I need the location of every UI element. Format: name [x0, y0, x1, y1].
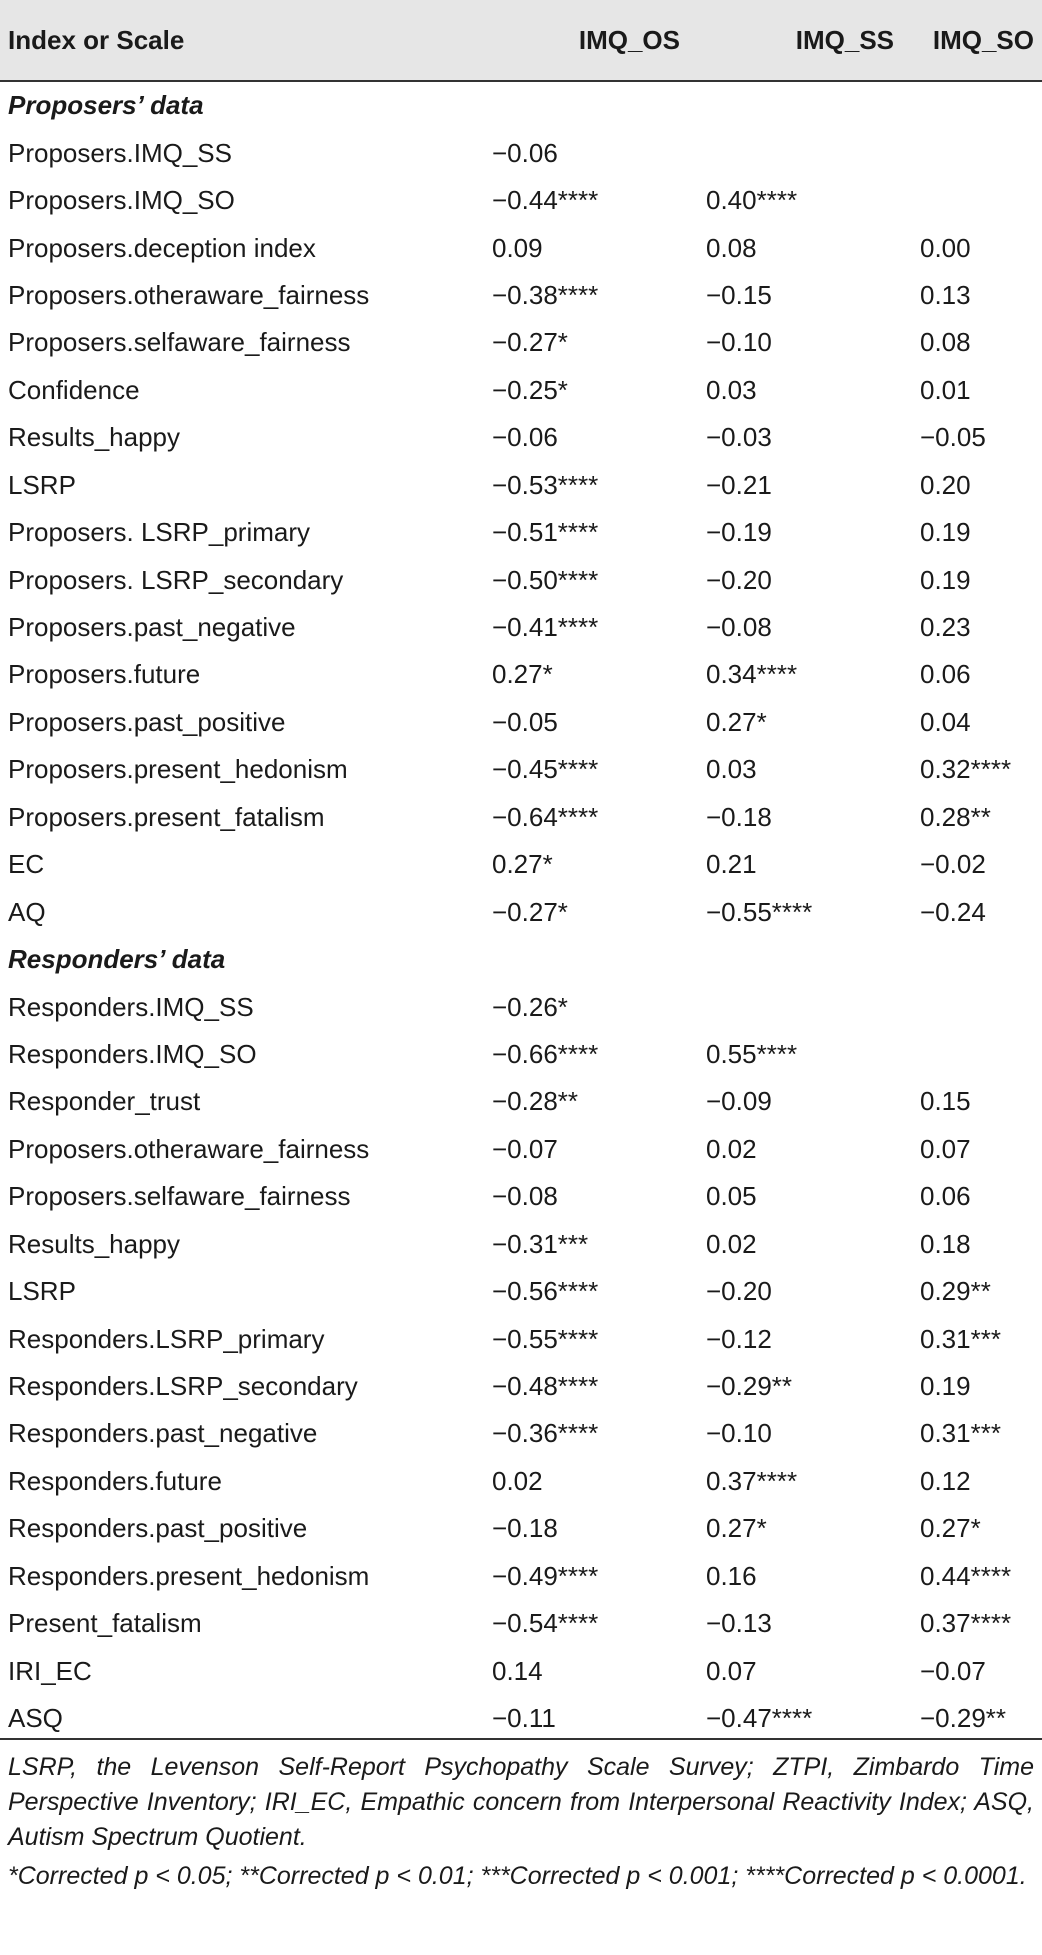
cell-imq-ss: 0.02	[706, 1228, 757, 1259]
cell-imq-ss: 0.37****	[706, 1465, 798, 1496]
row-label: Responder_trust	[8, 1086, 201, 1117]
row-label: Confidence	[8, 374, 140, 405]
cell-imq-ss: −0.10	[706, 327, 772, 358]
section-row	[0, 936, 1042, 983]
cell-imq-os: −0.44****	[492, 185, 599, 216]
cell-imq-ss: −0.55****	[706, 896, 813, 927]
row-label: Proposers.otheraware_fairness	[8, 279, 370, 310]
table-row	[0, 1410, 1042, 1457]
cell-imq-so: −0.24	[920, 896, 986, 927]
cell-imq-so: 0.20	[920, 469, 971, 500]
table-row	[0, 1363, 1042, 1410]
table-row	[0, 367, 1042, 414]
header-index-or-scale: Index or Scale	[0, 0, 480, 81]
row-label: Proposers.deception index	[8, 232, 316, 263]
row-label: EC	[8, 849, 45, 880]
cell-imq-os: −0.05	[492, 706, 558, 737]
table-row	[0, 509, 1042, 556]
table-row	[0, 1268, 1042, 1315]
cell-imq-os: −0.48****	[492, 1371, 599, 1402]
cell-imq-os: −0.54****	[492, 1608, 599, 1639]
cell-imq-os: 0.27*	[492, 849, 553, 880]
row-label: Proposers.present_fatalism	[8, 801, 325, 832]
cell-imq-os: −0.38****	[492, 279, 599, 310]
cell-imq-so	[908, 177, 1042, 224]
table-row	[0, 556, 1042, 603]
row-label: Present_fatalism	[8, 1608, 202, 1639]
row-label: Proposers.IMQ_SO	[8, 185, 235, 216]
section-label: Proposers’ data	[8, 90, 204, 121]
cell-imq-so: 0.01	[920, 374, 971, 405]
cell-imq-so: 0.31***	[920, 1323, 1001, 1354]
table-row	[0, 1553, 1042, 1600]
table-row	[0, 1173, 1042, 1220]
cell-imq-ss: 0.05	[706, 1181, 757, 1212]
cell-imq-os: −0.28**	[492, 1086, 579, 1117]
cell-imq-os: 0.27*	[492, 659, 553, 690]
table-row	[0, 1695, 1042, 1742]
cell-imq-ss: −0.12	[706, 1323, 772, 1354]
cell-imq-so: 0.29**	[920, 1276, 991, 1307]
row-label: Responders.present_hedonism	[8, 1560, 370, 1591]
cell-imq-os: 0.09	[492, 232, 543, 263]
cell-imq-os: 0.02	[492, 1465, 543, 1496]
cell-imq-so: −0.07	[920, 1655, 986, 1686]
cell-imq-ss: 0.03	[706, 374, 757, 405]
table-row	[0, 794, 1042, 841]
row-label: Proposers.selfaware_fairness	[8, 327, 351, 358]
cell-imq-so: 0.18	[920, 1228, 971, 1259]
row-label: Responders.future	[8, 1465, 222, 1496]
cell-imq-os: −0.26*	[492, 991, 568, 1022]
table-row	[0, 746, 1042, 793]
cell-imq-so: −0.02	[920, 849, 986, 880]
table-row	[0, 1600, 1042, 1647]
header-imq-os: IMQ_OS	[480, 0, 694, 81]
cell-imq-so: 0.04	[920, 706, 971, 737]
table-row	[0, 414, 1042, 461]
row-label: Responders.LSRP_primary	[8, 1323, 325, 1354]
table-row	[0, 272, 1042, 319]
cell-imq-ss: 0.55****	[706, 1038, 798, 1069]
table-row	[0, 699, 1042, 746]
table-row	[0, 1505, 1042, 1552]
cell-imq-os: −0.55****	[492, 1323, 599, 1354]
table-body	[0, 81, 1042, 1742]
cell-imq-ss: −0.13	[706, 1608, 772, 1639]
cell-imq-ss: −0.18	[706, 801, 772, 832]
section-row	[0, 81, 1042, 129]
cell-imq-ss: 0.27*	[706, 706, 767, 737]
table-row	[0, 1126, 1042, 1173]
table-row	[0, 888, 1042, 935]
header-imq-so: IMQ_SO	[908, 0, 1042, 81]
table-header-row	[0, 0, 1042, 81]
table-row	[0, 1221, 1042, 1268]
cell-imq-ss: −0.47****	[706, 1703, 813, 1734]
cell-imq-os: −0.27*	[492, 896, 568, 927]
row-label: Proposers. LSRP_primary	[8, 517, 310, 548]
cell-imq-so: 0.19	[920, 564, 971, 595]
table-row	[0, 1031, 1042, 1078]
cell-imq-so: 0.19	[920, 1371, 971, 1402]
table-row	[0, 177, 1042, 224]
cell-imq-os: −0.07	[492, 1133, 558, 1164]
cell-imq-so: 0.31***	[920, 1418, 1001, 1449]
cell-imq-ss: 0.08	[706, 232, 757, 263]
cell-imq-so: 0.37****	[920, 1608, 1012, 1639]
header-imq-ss: IMQ_SS	[694, 0, 908, 81]
cell-imq-so	[908, 1031, 1042, 1078]
cell-imq-so	[908, 983, 1042, 1030]
cell-imq-os: −0.51****	[492, 517, 599, 548]
cell-imq-so: 0.27*	[920, 1513, 981, 1544]
cell-imq-ss: −0.29**	[706, 1371, 793, 1402]
section-label: Responders’ data	[8, 944, 226, 975]
row-label: Responders.IMQ_SO	[8, 1038, 257, 1069]
row-label: Proposers.past_positive	[8, 706, 286, 737]
cell-imq-ss: 0.27*	[706, 1513, 767, 1544]
row-label: Responders.past_positive	[8, 1513, 308, 1544]
cell-imq-os: −0.49****	[492, 1560, 599, 1591]
cell-imq-os: −0.45****	[492, 754, 599, 785]
table-row	[0, 1647, 1042, 1694]
cell-imq-os: −0.50****	[492, 564, 599, 595]
cell-imq-ss: 0.02	[706, 1133, 757, 1164]
row-label: LSRP	[8, 1276, 76, 1307]
cell-imq-so: 0.15	[920, 1086, 971, 1117]
cell-imq-so: 0.23	[920, 612, 971, 643]
cell-imq-ss: −0.10	[706, 1418, 772, 1449]
row-label: Proposers.IMQ_SS	[8, 137, 232, 168]
cell-imq-so: 0.44****	[920, 1560, 1012, 1591]
cell-imq-so: 0.08	[920, 327, 971, 358]
cell-imq-ss: 0.07	[706, 1655, 757, 1686]
cell-imq-so: 0.19	[920, 517, 971, 548]
cell-imq-os: −0.36****	[492, 1418, 599, 1449]
row-label: Results_happy	[8, 422, 180, 453]
table-footnotes	[0, 1738, 1042, 1898]
row-label: Results_happy	[8, 1228, 180, 1259]
cell-imq-ss: −0.09	[706, 1086, 772, 1117]
cell-imq-ss: 0.40****	[706, 185, 798, 216]
cell-imq-os: −0.64****	[492, 801, 599, 832]
cell-imq-os: −0.56****	[492, 1276, 599, 1307]
cell-imq-so: 0.06	[920, 659, 971, 690]
cell-imq-os: −0.18	[492, 1513, 558, 1544]
cell-imq-os: −0.53****	[492, 469, 599, 500]
table-row	[0, 1458, 1042, 1505]
cell-imq-os: −0.41****	[492, 612, 599, 643]
cell-imq-so	[908, 129, 1042, 176]
cell-imq-ss: −0.15	[706, 279, 772, 310]
cell-imq-os: −0.25*	[492, 374, 568, 405]
row-label: Proposers.selfaware_fairness	[8, 1181, 351, 1212]
table-row	[0, 462, 1042, 509]
cell-imq-so: 0.32****	[920, 754, 1012, 785]
cell-imq-ss: 0.16	[706, 1560, 757, 1591]
cell-imq-os: −0.06	[492, 422, 558, 453]
row-label: LSRP	[8, 469, 76, 500]
table-row	[0, 651, 1042, 698]
row-label: Responders.past_negative	[8, 1418, 318, 1449]
table-row	[0, 129, 1042, 176]
cell-imq-os: −0.31***	[492, 1228, 589, 1259]
cell-imq-os: −0.06	[492, 137, 558, 168]
cell-imq-os: 0.14	[492, 1655, 543, 1686]
significance-footnote: *Corrected p < 0.05; **Corrected p < 0.01; ***Corrected p < 0.001; ****Corrected p < 0.0001.	[8, 1862, 1027, 1890]
row-label: Proposers.future	[8, 659, 201, 690]
cell-imq-so: 0.28**	[920, 801, 991, 832]
cell-imq-so: 0.13	[920, 279, 971, 310]
cell-imq-os: −0.08	[492, 1181, 558, 1212]
cell-imq-ss: 0.21	[706, 849, 757, 880]
cell-imq-so: 0.00	[920, 232, 971, 263]
cell-imq-ss: −0.21	[706, 469, 772, 500]
table-row	[0, 319, 1042, 366]
table-row	[0, 983, 1042, 1030]
cell-imq-so: 0.12	[920, 1465, 971, 1496]
row-label: Responders.LSRP_secondary	[8, 1371, 358, 1402]
cell-imq-ss: −0.19	[706, 517, 772, 548]
cell-imq-os: −0.66****	[492, 1038, 599, 1069]
cell-imq-so: −0.05	[920, 422, 986, 453]
cell-imq-os: −0.11	[492, 1703, 556, 1734]
cell-imq-so: 0.06	[920, 1181, 971, 1212]
cell-imq-so: −0.29**	[920, 1703, 1007, 1734]
row-label: Proposers.otheraware_fairness	[8, 1133, 370, 1164]
cell-imq-ss: −0.20	[706, 1276, 772, 1307]
table-row	[0, 604, 1042, 651]
row-label: Proposers.present_hedonism	[8, 754, 348, 785]
cell-imq-ss: −0.20	[706, 564, 772, 595]
row-label: IRI_EC	[8, 1655, 92, 1686]
table-row	[0, 841, 1042, 888]
row-label: Proposers.past_negative	[8, 612, 296, 643]
row-label: Proposers. LSRP_secondary	[8, 564, 344, 595]
cell-imq-ss: −0.03	[706, 422, 772, 453]
abbreviations-footnote: LSRP, the Levenson Self-Report Psychopathy Scale Survey; ZTPI, Zimbardo Time Perspective Inventory; IRI_EC, Empathic concern from Interpersonal Reactivity Index; ASQ, Autism Spectrum Quotient.	[8, 1753, 1034, 1851]
cell-imq-ss: −0.08	[706, 612, 772, 643]
table-row	[0, 1315, 1042, 1362]
cell-imq-os: −0.27*	[492, 327, 568, 358]
table-row	[0, 1078, 1042, 1125]
row-label: Responders.IMQ_SS	[8, 991, 254, 1022]
cell-imq-ss	[694, 983, 908, 1030]
row-label: ASQ	[8, 1703, 63, 1734]
cell-imq-ss: 0.03	[706, 754, 757, 785]
row-label: AQ	[8, 896, 46, 927]
cell-imq-so: 0.07	[920, 1133, 971, 1164]
cell-imq-ss	[694, 129, 908, 176]
cell-imq-ss: 0.34****	[706, 659, 798, 690]
table-row	[0, 224, 1042, 271]
